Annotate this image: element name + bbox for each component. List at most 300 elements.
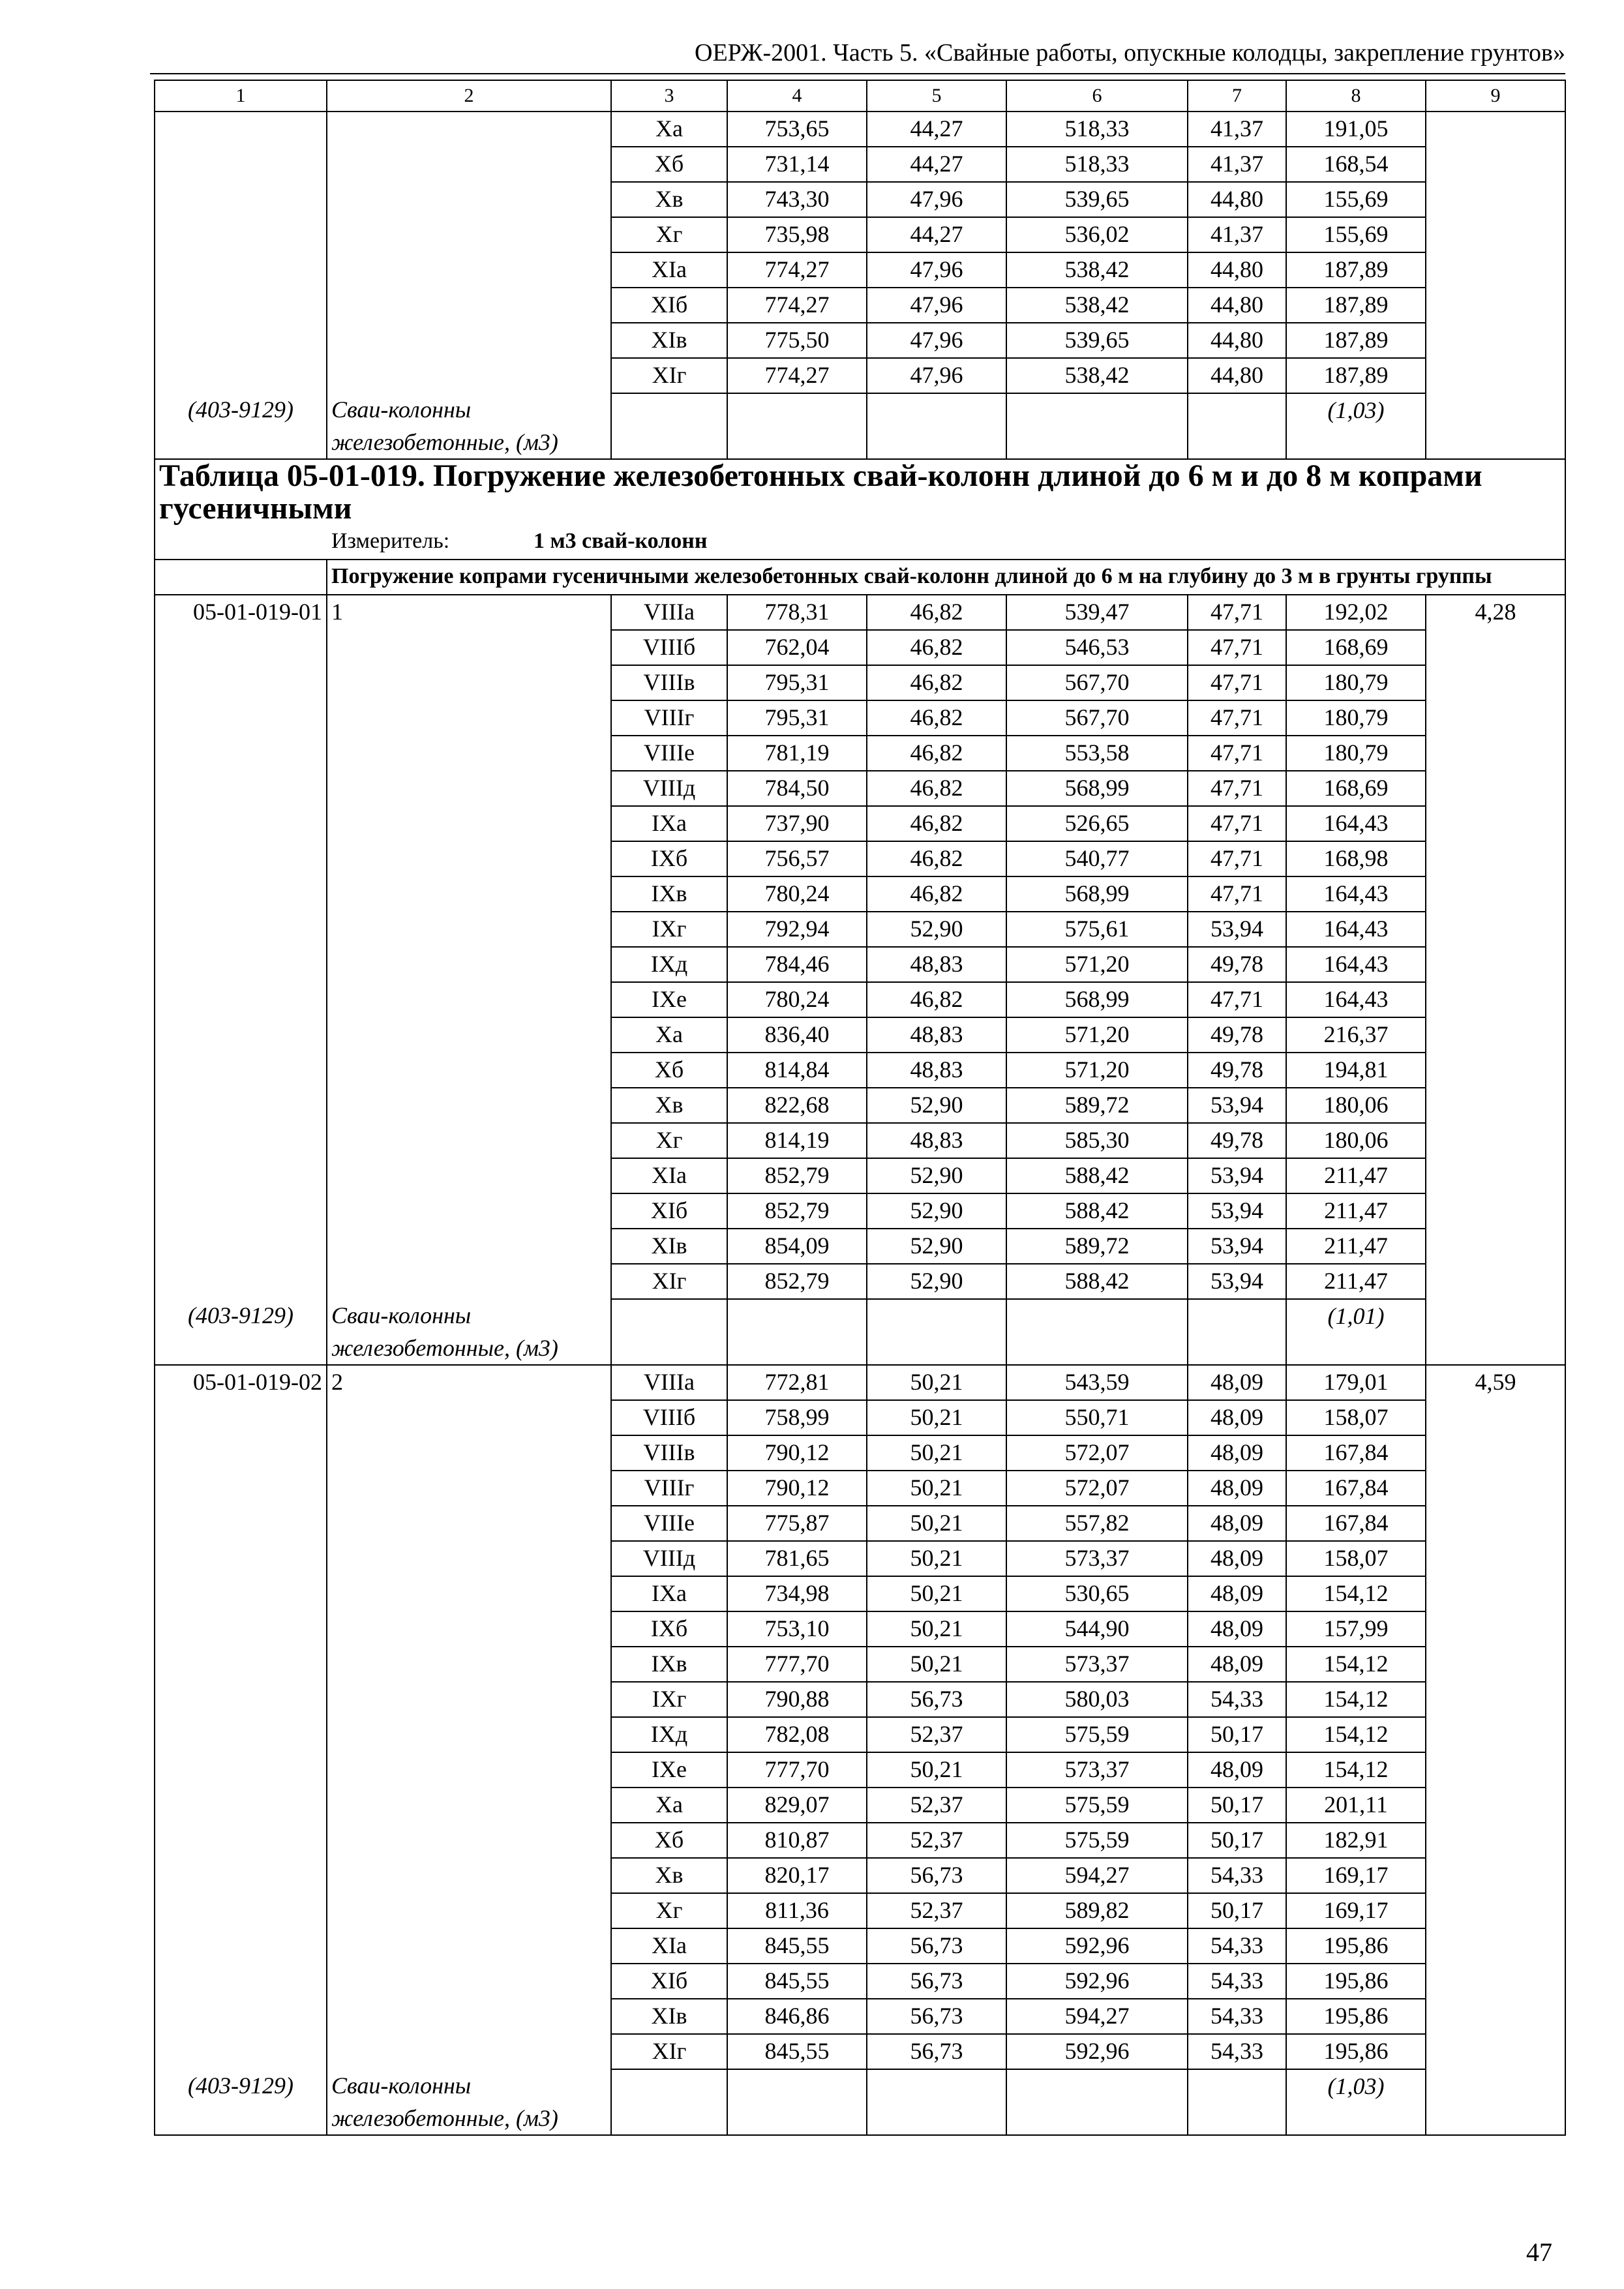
resource-code: (403-9129) — [155, 393, 327, 459]
materials-cost: 195,86 — [1286, 1928, 1426, 1964]
machinist-wages: 53,94 — [1188, 1193, 1286, 1229]
name-cell-empty — [327, 947, 611, 982]
wages: 52,90 — [867, 1088, 1006, 1123]
rate-row — [155, 841, 1565, 876]
wages: 44,27 — [867, 112, 1006, 147]
name-cell-empty — [327, 1576, 611, 1611]
total-cost: 772,81 — [727, 1365, 867, 1400]
norm-cell-empty — [1426, 217, 1565, 252]
rate-row — [155, 1611, 1565, 1647]
machine-cost: 526,65 — [1006, 806, 1188, 841]
machine-cost: 567,70 — [1006, 700, 1188, 736]
wages: 50,21 — [867, 1611, 1006, 1647]
column-number: 6 — [1006, 80, 1188, 112]
rate-row — [155, 147, 1565, 182]
name-cell-empty — [327, 323, 611, 358]
machinist-wages: 44,80 — [1188, 323, 1286, 358]
soil-group: Xг — [611, 1893, 727, 1928]
total-cost: 814,19 — [727, 1123, 867, 1158]
wages: 46,82 — [867, 665, 1006, 700]
machinist-wages: 54,33 — [1188, 1682, 1286, 1717]
name-cell-empty — [327, 1053, 611, 1088]
machine-cost: 538,42 — [1006, 288, 1188, 323]
name-cell-empty — [327, 1858, 611, 1893]
name-cell-empty — [327, 1158, 611, 1193]
norm-cell-empty — [1426, 1088, 1565, 1123]
norm-cell-empty — [1426, 1823, 1565, 1858]
machinist-wages: 48,09 — [1188, 1752, 1286, 1788]
total-cost: 735,98 — [727, 217, 867, 252]
machine-cost: 550,71 — [1006, 1400, 1188, 1435]
wages: 52,90 — [867, 912, 1006, 947]
machinist-wages: 53,94 — [1188, 1229, 1286, 1264]
materials-cost: 154,12 — [1286, 1576, 1426, 1611]
machinist-wages: 47,71 — [1188, 630, 1286, 665]
total-cost: 790,12 — [727, 1471, 867, 1506]
total-cost: 753,65 — [727, 112, 867, 147]
rate-row — [155, 1823, 1565, 1858]
name-cell-empty — [327, 1193, 611, 1229]
wages: 46,82 — [867, 771, 1006, 806]
soil-group: XIг — [611, 2034, 727, 2069]
name-cell-empty — [327, 2034, 611, 2069]
soil-group: XIв — [611, 1229, 727, 1264]
wages: 56,73 — [867, 1999, 1006, 2034]
materials-cost: 168,98 — [1286, 841, 1426, 876]
machinist-wages: 48,09 — [1188, 1611, 1286, 1647]
wages: 56,73 — [867, 2034, 1006, 2069]
soil-group: IXe — [611, 1752, 727, 1788]
wages: 47,96 — [867, 288, 1006, 323]
norm-cell-empty — [1426, 700, 1565, 736]
code-cell-empty — [155, 323, 327, 358]
resource-empty-cell — [867, 393, 1006, 459]
rate-row — [155, 358, 1565, 393]
total-cost: 829,07 — [727, 1788, 867, 1823]
resource-empty-cell — [1188, 393, 1286, 459]
soil-group: VIIIг — [611, 700, 727, 736]
wages: 48,83 — [867, 1123, 1006, 1158]
materials-cost: 194,81 — [1286, 1053, 1426, 1088]
materials-cost: 195,86 — [1286, 1964, 1426, 1999]
resource-code: (403-9129) — [155, 1299, 327, 1365]
materials-cost: 167,84 — [1286, 1435, 1426, 1471]
machinist-wages: 49,78 — [1188, 1017, 1286, 1053]
code-cell-empty — [155, 1400, 327, 1435]
rate-row — [155, 323, 1565, 358]
materials-cost: 201,11 — [1286, 1788, 1426, 1823]
name-cell-empty — [327, 112, 611, 147]
soil-group: IXг — [611, 1682, 727, 1717]
wages: 50,21 — [867, 1541, 1006, 1576]
rate-row — [155, 1088, 1565, 1123]
materials-cost: 187,89 — [1286, 358, 1426, 393]
meter-label: Измеритель: — [331, 529, 450, 553]
materials-cost: 180,06 — [1286, 1123, 1426, 1158]
total-cost: 845,55 — [727, 1964, 867, 1999]
machinist-wages: 47,71 — [1188, 665, 1286, 700]
rate-row — [155, 1053, 1565, 1088]
wages: 50,21 — [867, 1471, 1006, 1506]
total-cost: 743,30 — [727, 182, 867, 217]
code-cell-empty — [155, 112, 327, 147]
name-cell-empty — [327, 1506, 611, 1541]
wages: 46,82 — [867, 982, 1006, 1017]
section-title-row — [155, 560, 1565, 595]
machinist-wages: 48,09 — [1188, 1471, 1286, 1506]
rate-number: 2 — [327, 1365, 611, 1400]
soil-group: XIв — [611, 1999, 727, 2034]
wages: 50,21 — [867, 1400, 1006, 1435]
rate-row — [155, 1471, 1565, 1506]
norm-cell-empty — [1426, 1682, 1565, 1717]
machinist-wages: 41,37 — [1188, 112, 1286, 147]
machinist-wages: 50,17 — [1188, 1823, 1286, 1858]
code-cell-empty — [155, 1435, 327, 1471]
table-title-row — [155, 459, 1565, 525]
wages: 50,21 — [867, 1365, 1006, 1400]
name-cell-empty — [327, 806, 611, 841]
norm-cell-empty — [1426, 947, 1565, 982]
rate-row — [155, 1123, 1565, 1158]
total-cost: 846,86 — [727, 1999, 867, 2034]
wages: 56,73 — [867, 1682, 1006, 1717]
machine-cost: 575,59 — [1006, 1823, 1188, 1858]
name-cell-empty — [327, 1229, 611, 1264]
code-cell-empty — [155, 700, 327, 736]
header-rule — [150, 73, 1565, 74]
machinist-wages: 47,71 — [1188, 876, 1286, 912]
code-cell-empty — [155, 1088, 327, 1123]
name-cell-empty — [327, 630, 611, 665]
name-cell-empty — [327, 1999, 611, 2034]
rate-row — [155, 1647, 1565, 1682]
norm-cell-empty — [1426, 252, 1565, 288]
page-number: 47 — [1526, 2237, 1552, 2267]
total-cost: 781,19 — [727, 736, 867, 771]
soil-group: XIг — [611, 358, 727, 393]
soil-group: VIIIa — [611, 1365, 727, 1400]
materials-cost: 164,43 — [1286, 982, 1426, 1017]
materials-cost: 216,37 — [1286, 1017, 1426, 1053]
rate-row — [155, 876, 1565, 912]
machinist-wages: 48,09 — [1188, 1541, 1286, 1576]
soil-group: XIa — [611, 252, 727, 288]
meter-row — [155, 525, 1565, 560]
code-cell-empty — [155, 1053, 327, 1088]
soil-group: IXв — [611, 1647, 727, 1682]
column-number: 7 — [1188, 80, 1286, 112]
rate-row — [155, 1541, 1565, 1576]
machine-cost: 518,33 — [1006, 112, 1188, 147]
resource-name: Сваи-колонны железобетонные, (м3) — [327, 1299, 611, 1365]
soil-group: IXe — [611, 982, 727, 1017]
materials-cost: 155,69 — [1286, 182, 1426, 217]
rate-row — [155, 1999, 1565, 2034]
norm-cell-empty — [1426, 1123, 1565, 1158]
wages: 56,73 — [867, 1928, 1006, 1964]
rate-row — [155, 700, 1565, 736]
labor-norm: 4,28 — [1426, 595, 1565, 630]
machine-cost: 594,27 — [1006, 1858, 1188, 1893]
labor-norm: 4,59 — [1426, 1365, 1565, 1400]
code-cell-empty — [155, 182, 327, 217]
soil-group: Xб — [611, 1823, 727, 1858]
norm-cell-empty — [1426, 1964, 1565, 1999]
soil-group: XIв — [611, 323, 727, 358]
machine-cost: 580,03 — [1006, 1682, 1188, 1717]
total-cost: 737,90 — [727, 806, 867, 841]
machine-cost: 538,42 — [1006, 358, 1188, 393]
column-number: 8 — [1286, 80, 1426, 112]
wages: 48,83 — [867, 947, 1006, 982]
machinist-wages: 53,94 — [1188, 1158, 1286, 1193]
total-cost: 852,79 — [727, 1264, 867, 1299]
norm-cell-empty — [1426, 665, 1565, 700]
section-title: Погружение копрами гусеничными железобетонных свай-колонн длиной до 6 м на глубину до 3 м в грунты группы — [327, 560, 1565, 595]
norm-cell-empty — [1426, 1647, 1565, 1682]
soil-group: Xa — [611, 1788, 727, 1823]
norm-cell-empty — [1426, 147, 1565, 182]
wages: 50,21 — [867, 1435, 1006, 1471]
materials-cost: 154,12 — [1286, 1647, 1426, 1682]
wages: 56,73 — [867, 1858, 1006, 1893]
wages: 52,37 — [867, 1788, 1006, 1823]
soil-group: Xг — [611, 1123, 727, 1158]
soil-group: VIIIa — [611, 595, 727, 630]
rate-row — [155, 288, 1565, 323]
machine-cost: 544,90 — [1006, 1611, 1188, 1647]
code-cell-empty — [155, 665, 327, 700]
resource-row — [155, 2069, 1565, 2135]
name-cell-empty — [327, 700, 611, 736]
code-cell-empty — [155, 841, 327, 876]
norm-cell-empty — [1426, 876, 1565, 912]
resource-row — [155, 393, 1565, 459]
wages: 56,73 — [867, 1964, 1006, 1999]
rate-row — [155, 1964, 1565, 1999]
materials-cost: 195,86 — [1286, 1999, 1426, 2034]
machinist-wages: 47,71 — [1188, 982, 1286, 1017]
materials-cost: 180,79 — [1286, 700, 1426, 736]
resource-empty-cell — [1006, 393, 1188, 459]
materials-cost: 187,89 — [1286, 323, 1426, 358]
resource-coefficient: (1,03) — [1286, 2069, 1426, 2135]
machinist-wages: 53,94 — [1188, 912, 1286, 947]
total-cost: 775,87 — [727, 1506, 867, 1541]
machine-cost: 539,65 — [1006, 323, 1188, 358]
machinist-wages: 50,17 — [1188, 1717, 1286, 1752]
rate-row — [155, 1682, 1565, 1717]
total-cost: 811,36 — [727, 1893, 867, 1928]
resource-empty-cell — [1006, 2069, 1188, 2135]
name-cell-empty — [327, 912, 611, 947]
norm-cell-empty — [1426, 1017, 1565, 1053]
soil-group: Xв — [611, 1088, 727, 1123]
materials-cost: 180,79 — [1286, 665, 1426, 700]
rate-row — [155, 947, 1565, 982]
norm-cell-empty — [1426, 288, 1565, 323]
rates-table — [154, 80, 1566, 2136]
name-cell-empty — [327, 665, 611, 700]
rate-row — [155, 217, 1565, 252]
soil-group: Xб — [611, 1053, 727, 1088]
total-cost: 792,94 — [727, 912, 867, 947]
machine-cost: 592,96 — [1006, 1928, 1188, 1964]
materials-cost: 164,43 — [1286, 947, 1426, 982]
total-cost: 784,46 — [727, 947, 867, 982]
machine-cost: 592,96 — [1006, 2034, 1188, 2069]
name-cell-empty — [327, 1717, 611, 1752]
machinist-wages: 54,33 — [1188, 1858, 1286, 1893]
materials-cost: 179,01 — [1286, 1365, 1426, 1400]
machinist-wages: 44,80 — [1188, 252, 1286, 288]
soil-group: XIб — [611, 288, 727, 323]
resource-empty-cell — [727, 2069, 867, 2135]
norm-cell-empty — [1426, 393, 1565, 459]
soil-group: VIIIe — [611, 1506, 727, 1541]
materials-cost: 211,47 — [1286, 1158, 1426, 1193]
name-cell-empty — [327, 1823, 611, 1858]
name-cell-empty — [327, 1471, 611, 1506]
machine-cost: 546,53 — [1006, 630, 1188, 665]
code-cell-empty — [155, 771, 327, 806]
rate-code: 05-01-019-02 — [155, 1365, 327, 1400]
soil-group: XIa — [611, 1158, 727, 1193]
norm-cell-empty — [1426, 182, 1565, 217]
total-cost: 758,99 — [727, 1400, 867, 1435]
machine-cost: 539,47 — [1006, 595, 1188, 630]
total-cost: 822,68 — [727, 1088, 867, 1123]
norm-cell-empty — [1426, 1576, 1565, 1611]
machine-cost: 575,59 — [1006, 1717, 1188, 1752]
materials-cost: 195,86 — [1286, 2034, 1426, 2069]
soil-group: VIIIг — [611, 1471, 727, 1506]
total-cost: 753,10 — [727, 1611, 867, 1647]
resource-empty-cell — [867, 1299, 1006, 1365]
rate-row — [155, 771, 1565, 806]
wages: 47,96 — [867, 182, 1006, 217]
machine-cost: 567,70 — [1006, 665, 1188, 700]
materials-cost: 192,02 — [1286, 595, 1426, 630]
norm-cell-empty — [1426, 1928, 1565, 1964]
resource-empty-cell — [867, 2069, 1006, 2135]
norm-cell-empty — [1426, 1229, 1565, 1264]
code-cell-empty — [155, 2034, 327, 2069]
wages: 46,82 — [867, 630, 1006, 665]
machinist-wages: 50,17 — [1188, 1893, 1286, 1928]
name-cell-empty — [327, 1123, 611, 1158]
code-cell-empty — [155, 1858, 327, 1893]
machine-cost: 543,59 — [1006, 1365, 1188, 1400]
wages: 46,82 — [867, 595, 1006, 630]
materials-cost: 164,43 — [1286, 806, 1426, 841]
norm-cell-empty — [1426, 1858, 1565, 1893]
norm-cell-empty — [1426, 1506, 1565, 1541]
name-cell-empty — [327, 1435, 611, 1471]
total-cost: 774,27 — [727, 288, 867, 323]
norm-cell-empty — [1426, 323, 1565, 358]
code-cell-empty — [155, 1158, 327, 1193]
machine-cost: 573,37 — [1006, 1647, 1188, 1682]
code-cell-empty — [155, 1964, 327, 1999]
materials-cost: 167,84 — [1286, 1506, 1426, 1541]
resource-code: (403-9129) — [155, 2069, 327, 2135]
machinist-wages: 47,71 — [1188, 806, 1286, 841]
norm-cell-empty — [1426, 1999, 1565, 2034]
code-cell-empty — [155, 1682, 327, 1717]
total-cost: 814,84 — [727, 1053, 867, 1088]
soil-group: Xг — [611, 217, 727, 252]
code-cell-empty — [155, 736, 327, 771]
norm-cell-empty — [1426, 771, 1565, 806]
materials-cost: 167,84 — [1286, 1471, 1426, 1506]
rate-row — [155, 1264, 1565, 1299]
machinist-wages: 54,33 — [1188, 1928, 1286, 1964]
machinist-wages: 48,09 — [1188, 1576, 1286, 1611]
rate-row — [155, 1576, 1565, 1611]
code-cell-empty — [155, 1264, 327, 1299]
column-number: 4 — [727, 80, 867, 112]
materials-cost: 187,89 — [1286, 252, 1426, 288]
materials-cost: 187,89 — [1286, 288, 1426, 323]
machinist-wages: 44,80 — [1188, 358, 1286, 393]
machine-cost: 588,42 — [1006, 1264, 1188, 1299]
name-cell-empty — [327, 217, 611, 252]
total-cost: 852,79 — [727, 1193, 867, 1229]
materials-cost: 180,06 — [1286, 1088, 1426, 1123]
machine-cost: 568,99 — [1006, 982, 1188, 1017]
norm-cell-empty — [1426, 1193, 1565, 1229]
wages: 46,82 — [867, 841, 1006, 876]
rate-row — [155, 1400, 1565, 1435]
rate-row — [155, 1229, 1565, 1264]
resource-empty-cell — [727, 393, 867, 459]
machine-cost: 553,58 — [1006, 736, 1188, 771]
materials-cost: 158,07 — [1286, 1400, 1426, 1435]
materials-cost: 168,54 — [1286, 147, 1426, 182]
total-cost: 778,31 — [727, 595, 867, 630]
machinist-wages: 49,78 — [1188, 1123, 1286, 1158]
wages: 47,96 — [867, 358, 1006, 393]
materials-cost: 164,43 — [1286, 912, 1426, 947]
name-cell-empty — [327, 1647, 611, 1682]
code-cell-empty — [155, 876, 327, 912]
soil-group: IXг — [611, 912, 727, 947]
total-cost: 810,87 — [727, 1823, 867, 1858]
name-cell-empty — [327, 1682, 611, 1717]
rate-code: 05-01-019-01 — [155, 595, 327, 630]
rate-row — [155, 595, 1565, 630]
machinist-wages: 47,71 — [1188, 841, 1286, 876]
materials-cost: 154,12 — [1286, 1752, 1426, 1788]
rate-row — [155, 1717, 1565, 1752]
norm-cell-empty — [1426, 1053, 1565, 1088]
machinist-wages: 48,09 — [1188, 1435, 1286, 1471]
total-cost: 790,88 — [727, 1682, 867, 1717]
materials-cost: 155,69 — [1286, 217, 1426, 252]
total-cost: 854,09 — [727, 1229, 867, 1264]
wages: 46,82 — [867, 876, 1006, 912]
total-cost: 780,24 — [727, 876, 867, 912]
norm-cell-empty — [1426, 841, 1565, 876]
machinist-wages: 47,71 — [1188, 771, 1286, 806]
code-cell-empty — [155, 147, 327, 182]
norm-cell-empty — [1426, 2034, 1565, 2069]
rate-row — [155, 252, 1565, 288]
wages: 52,37 — [867, 1893, 1006, 1928]
total-cost: 781,65 — [727, 1541, 867, 1576]
